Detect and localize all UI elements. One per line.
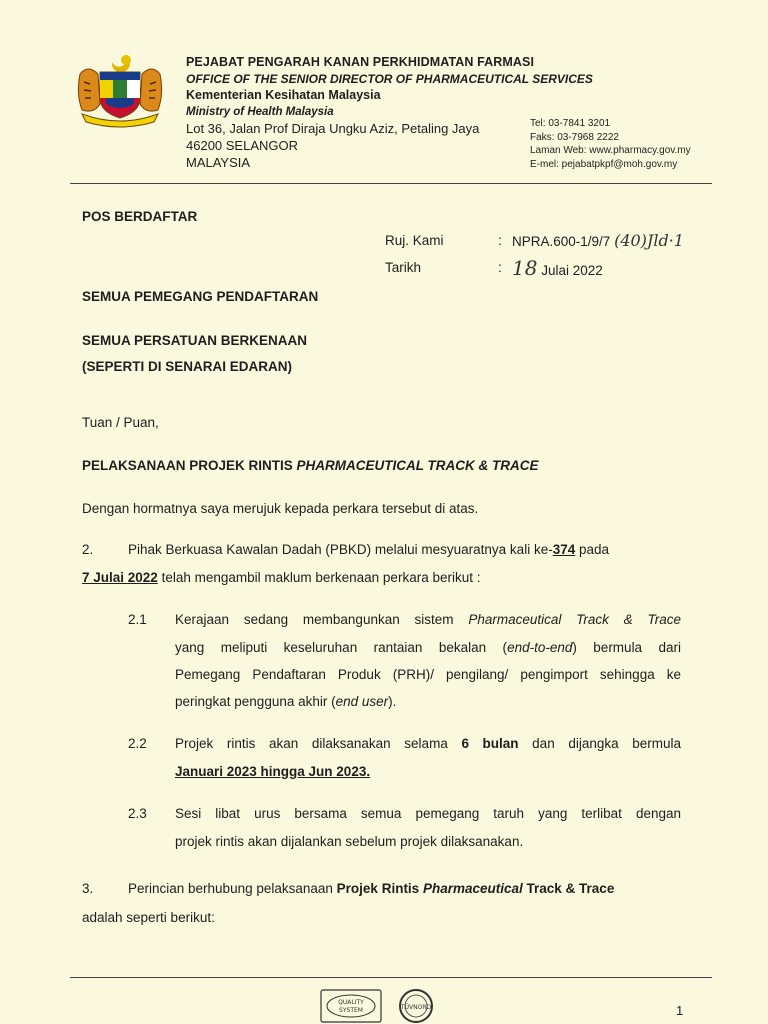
address-line-2: 46200 SELANGOR: [186, 138, 299, 153]
para-2-meeting-date: 7 Julai 2022: [82, 570, 158, 585]
item-2-2-period: Januari 2023 hingga Jun 2023.: [175, 764, 371, 779]
logo-tuv-text: TÜVNORD: [400, 1004, 432, 1011]
para-2-number: 2.: [82, 542, 94, 557]
para-3-bold: Projek Rintis: [336, 881, 423, 896]
reference-handwritten: (40)Jld·1: [614, 231, 684, 250]
para-2-text3: telah mengambil maklum berkenaan perkara berikut :: [157, 570, 481, 585]
item-2-3-number: 2.3: [128, 806, 147, 821]
address-line-1: Lot 36, Jalan Prof Diraja Ungku Aziz, Petaling Jaya: [186, 121, 480, 136]
ministry-name-malay: Kementerian Kesihatan Malaysia: [186, 88, 381, 102]
item-2-3-line-1: Sesi libat urus bersama semua pemegang taruh yang terlibat dengan: [175, 806, 681, 821]
reference-label: Ruj. Kami: [385, 233, 444, 248]
contact-email: E-mel: pejabatpkpf@moh.gov.my: [530, 158, 678, 170]
date-label: Tarikh: [385, 260, 422, 275]
item-2-1-text: peringkat pengguna akhir (: [175, 694, 336, 709]
recipient-line-3: (SEPERTI DI SENARAI EDARAN): [82, 359, 293, 374]
item-2-2-duration: 6 bulan: [461, 736, 519, 751]
reference-colon: :: [498, 233, 502, 248]
office-name-malay: PEJABAT PENGARAH KANAN PERKHIDMATAN FARMASI: [186, 55, 535, 69]
para-2-line-1: [128, 536, 609, 564]
para-3-line-1: [128, 875, 614, 903]
contact-tel: Tel: 03-7841 3201: [530, 118, 611, 129]
para-3-text: Perincian berhubung pelaksanaan: [128, 881, 337, 896]
item-2-2-text: dan dijangka bermula: [518, 736, 681, 751]
address-line-3: MALAYSIA: [186, 155, 251, 170]
date-month-year: Julai 2022: [541, 263, 603, 278]
reference-number: NPRA.600-1/9/7: [512, 234, 611, 249]
header-divider: [70, 183, 712, 184]
subject-prefix: PELAKSANAAN PROJEK RINTIS: [82, 458, 293, 473]
item-2-1-line-2: [175, 634, 681, 662]
registered-post-label: POS BERDAFTAR: [82, 209, 198, 224]
para-2-text2: pada: [575, 542, 610, 557]
malaysia-coat-of-arms-icon: [70, 52, 170, 130]
date-colon: :: [498, 260, 502, 275]
item-2-1-text: yang meliputi keseluruhan rantaian bekalan (: [175, 640, 508, 655]
office-name-english: OFFICE OF THE SENIOR DIRECTOR OF PHARMACEUTICAL SERVICES: [186, 71, 593, 86]
item-2-1-line-4: [175, 688, 396, 716]
certification-logos-icon: [320, 988, 440, 1024]
para-3-bold-italic: Pharmaceutical: [422, 881, 523, 896]
item-2-2-line-1: [175, 730, 681, 758]
para-2-text1: Pihak Berkuasa Kawalan Dadah (PBKD) melalui mesyuaratnya kali ke-: [128, 542, 553, 557]
item-2-1-text: Kerajaan sedang membangunkan sistem: [175, 612, 469, 627]
para-3-number: 3.: [82, 881, 94, 896]
contact-fax: Faks: 03-7968 2222: [530, 131, 619, 143]
item-2-1-italic: end-to-end: [507, 640, 573, 655]
item-2-1-italic: Pharmaceutical Track & Trace: [468, 612, 681, 627]
item-2-1-italic: end user: [335, 694, 389, 709]
item-2-1-line-1: [175, 606, 681, 634]
reference-value: [512, 231, 684, 250]
recipient-line-1: SEMUA PEMEGANG PENDAFTARAN: [82, 289, 319, 304]
subject-italic: PHARMACEUTICAL TRACK & TRACE: [296, 458, 539, 473]
contact-website: Laman Web: www.pharmacy.gov.my: [530, 145, 691, 156]
item-2-2-text: Projek rintis akan dilaksanakan selama: [175, 736, 462, 751]
para-2-line-2: [82, 564, 480, 592]
contact-block: [530, 117, 691, 171]
logo-quality-text-2: SYSTEM: [339, 1007, 363, 1014]
para-2-meeting-number: 374: [552, 542, 576, 557]
date-day-handwritten: 18: [512, 256, 538, 280]
item-2-1-line-3: [175, 661, 681, 689]
item-2-2-number: 2.2: [128, 736, 147, 751]
salutation: Tuan / Puan,: [82, 415, 159, 430]
footer-divider: [70, 977, 712, 978]
para-3-line-2: adalah seperti berikut:: [82, 910, 215, 925]
item-2-1-text: ) bermula dari: [572, 640, 682, 655]
page-number: 1: [676, 1003, 684, 1018]
item-2-1-text: ).: [388, 694, 397, 709]
para-3-bold: Track & Trace: [522, 881, 615, 896]
ministry-name-english: Ministry of Health Malaysia: [186, 105, 334, 118]
recipient-line-2: SEMUA PERSATUAN BERKENAAN: [82, 333, 308, 348]
intro-paragraph: Dengan hormatnya saya merujuk kepada perkara tersebut di atas.: [82, 501, 479, 516]
logo-quality-text-1: QUALITY: [338, 999, 364, 1006]
item-2-1-number: 2.1: [128, 612, 147, 627]
date-value: [512, 256, 603, 280]
item-2-3-line-2: projek rintis akan dijalankan sebelum projek dilaksanakan.: [175, 834, 524, 849]
item-2-1-text: Pemegang Pendaftaran Produk (PRH)/ pengilang/ pengimport sehingga ke: [175, 667, 681, 682]
subject-line: [82, 456, 539, 476]
